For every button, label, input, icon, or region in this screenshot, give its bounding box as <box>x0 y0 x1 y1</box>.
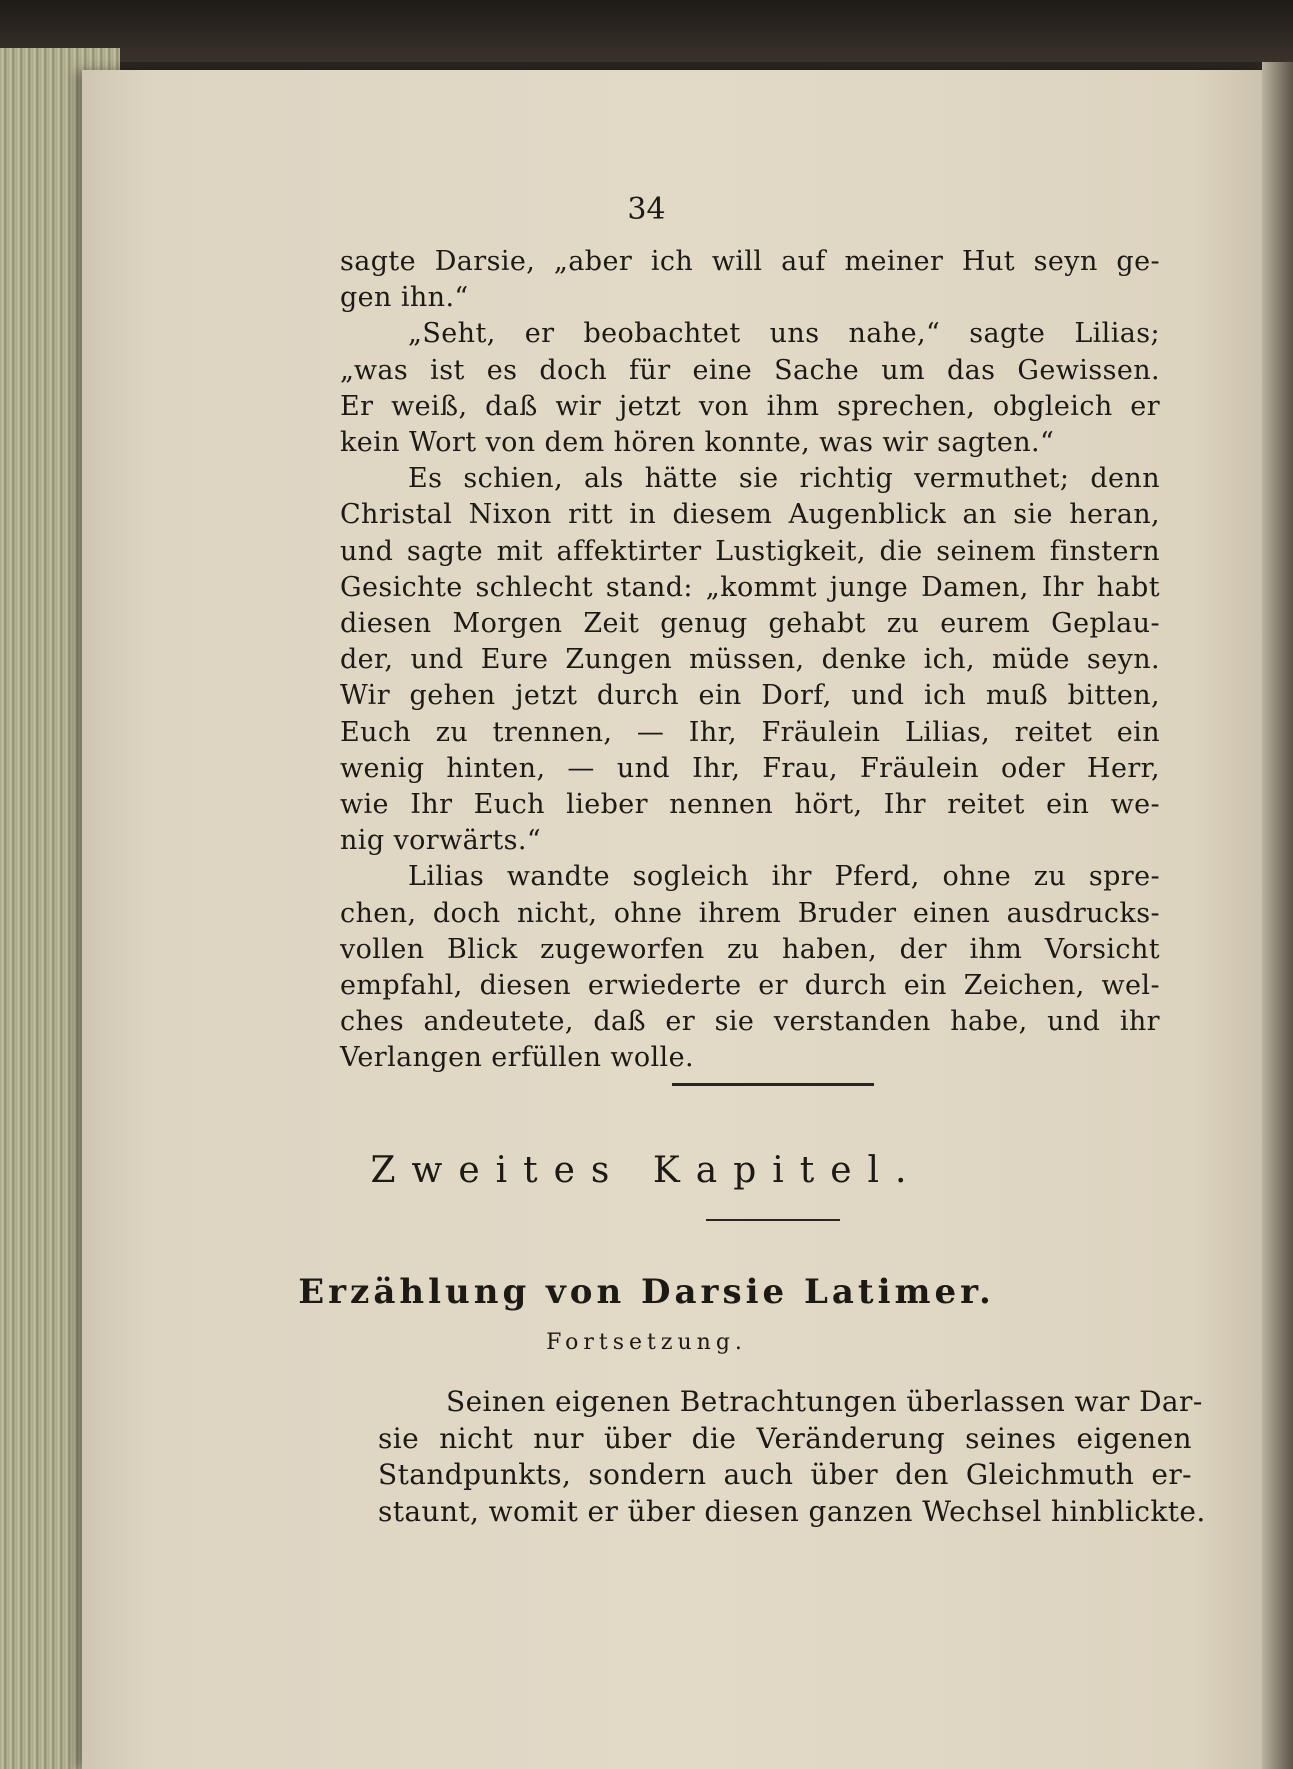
text-line: Standpunkts, sondern auch über den Gleichmuth er- <box>378 1458 1192 1491</box>
text-line: nig vorwärts.“ <box>340 825 542 857</box>
text-line: und sagte mit affektirter Lustigkeit, die seinem finstern <box>340 535 1160 567</box>
text-line: der, und Eure Zungen müssen, denke ich, müde seyn. <box>340 644 1160 676</box>
text-line: „was ist es doch für eine Sache um das Gewissen. <box>340 354 1160 386</box>
text-line: Christal Nixon ritt in diesem Augenblick an sie heran, <box>340 499 1160 531</box>
paragraph-block-one <box>340 244 1160 1077</box>
text-line: staunt, womit er über diesen ganzen Wechsel hinblickte. <box>378 1494 1206 1528</box>
text-line: ches andeutete, daß er sie verstanden habe, und ihr <box>340 1006 1160 1038</box>
text-line: Euch zu trennen, — Ihr, Fräulein Lilias, reitet ein <box>340 716 1160 748</box>
chapter-heading: Zweites Kapitel. <box>370 1150 923 1191</box>
text-line: kein Wort von dem hören konnte, was wir sagten.“ <box>340 427 1055 459</box>
text-line: vollen Blick zugeworfen zu haben, der ihm Vorsicht <box>340 933 1160 965</box>
text-line: wie Ihr Euch lieber nennen hört, Ihr reitet ein we- <box>340 789 1160 821</box>
book-page-gutter <box>1262 62 1293 1769</box>
text-line: Es schien, als hätte sie richtig vermuthet; denn <box>408 463 1160 495</box>
text-line: empfahl, diesen erwiederte er durch ein Zeichen, wel- <box>340 970 1160 1002</box>
text-line: „Seht, er beobachtet uns nahe,“ sagte Lilias; <box>408 318 1160 350</box>
text-line: sie nicht nur über die Veränderung seines eigenen <box>378 1421 1192 1455</box>
text-line: Wir gehen jetzt durch ein Dorf, und ich muß bitten, <box>340 680 1160 712</box>
text-line: gen ihn.“ <box>340 282 469 314</box>
chapter-subtitle: Fortsetzung. <box>546 1330 747 1355</box>
text-line: diesen Morgen Zeit genug gehabt zu eurem Geplau- <box>340 608 1160 640</box>
paragraph-block-two <box>378 1384 1206 1530</box>
chapter-divider-rule <box>706 1219 840 1221</box>
text-line: Gesichte schlecht stand: „kommt junge Damen, Ihr habt <box>340 571 1160 603</box>
text-line: Lilias wandte sogleich ihr Pferd, ohne zu spre- <box>408 861 1160 893</box>
text-line: sagte Darsie, „aber ich will auf meiner Hut seyn ge- <box>340 246 1160 277</box>
section-divider-rule <box>672 1083 874 1086</box>
text-line: wenig hinten, — und Ihr, Frau, Fräulein oder Herr, <box>340 752 1160 784</box>
text-line: Verlangen erfüllen wolle. <box>340 1042 694 1074</box>
text-line: chen, doch nicht, ohne ihrem Bruder einen ausdrucks- <box>340 897 1160 929</box>
chapter-title: Erzählung von Darsie Latimer. <box>298 1272 995 1312</box>
text-line: Er weiß, daß wir jetzt von ihm sprechen, obgleich er <box>340 390 1160 422</box>
page-number: 34 <box>627 192 666 227</box>
text-line: Seinen eigenen Betrachtungen überlassen war Dar- <box>446 1385 1203 1418</box>
book-top-edge <box>0 0 1293 62</box>
